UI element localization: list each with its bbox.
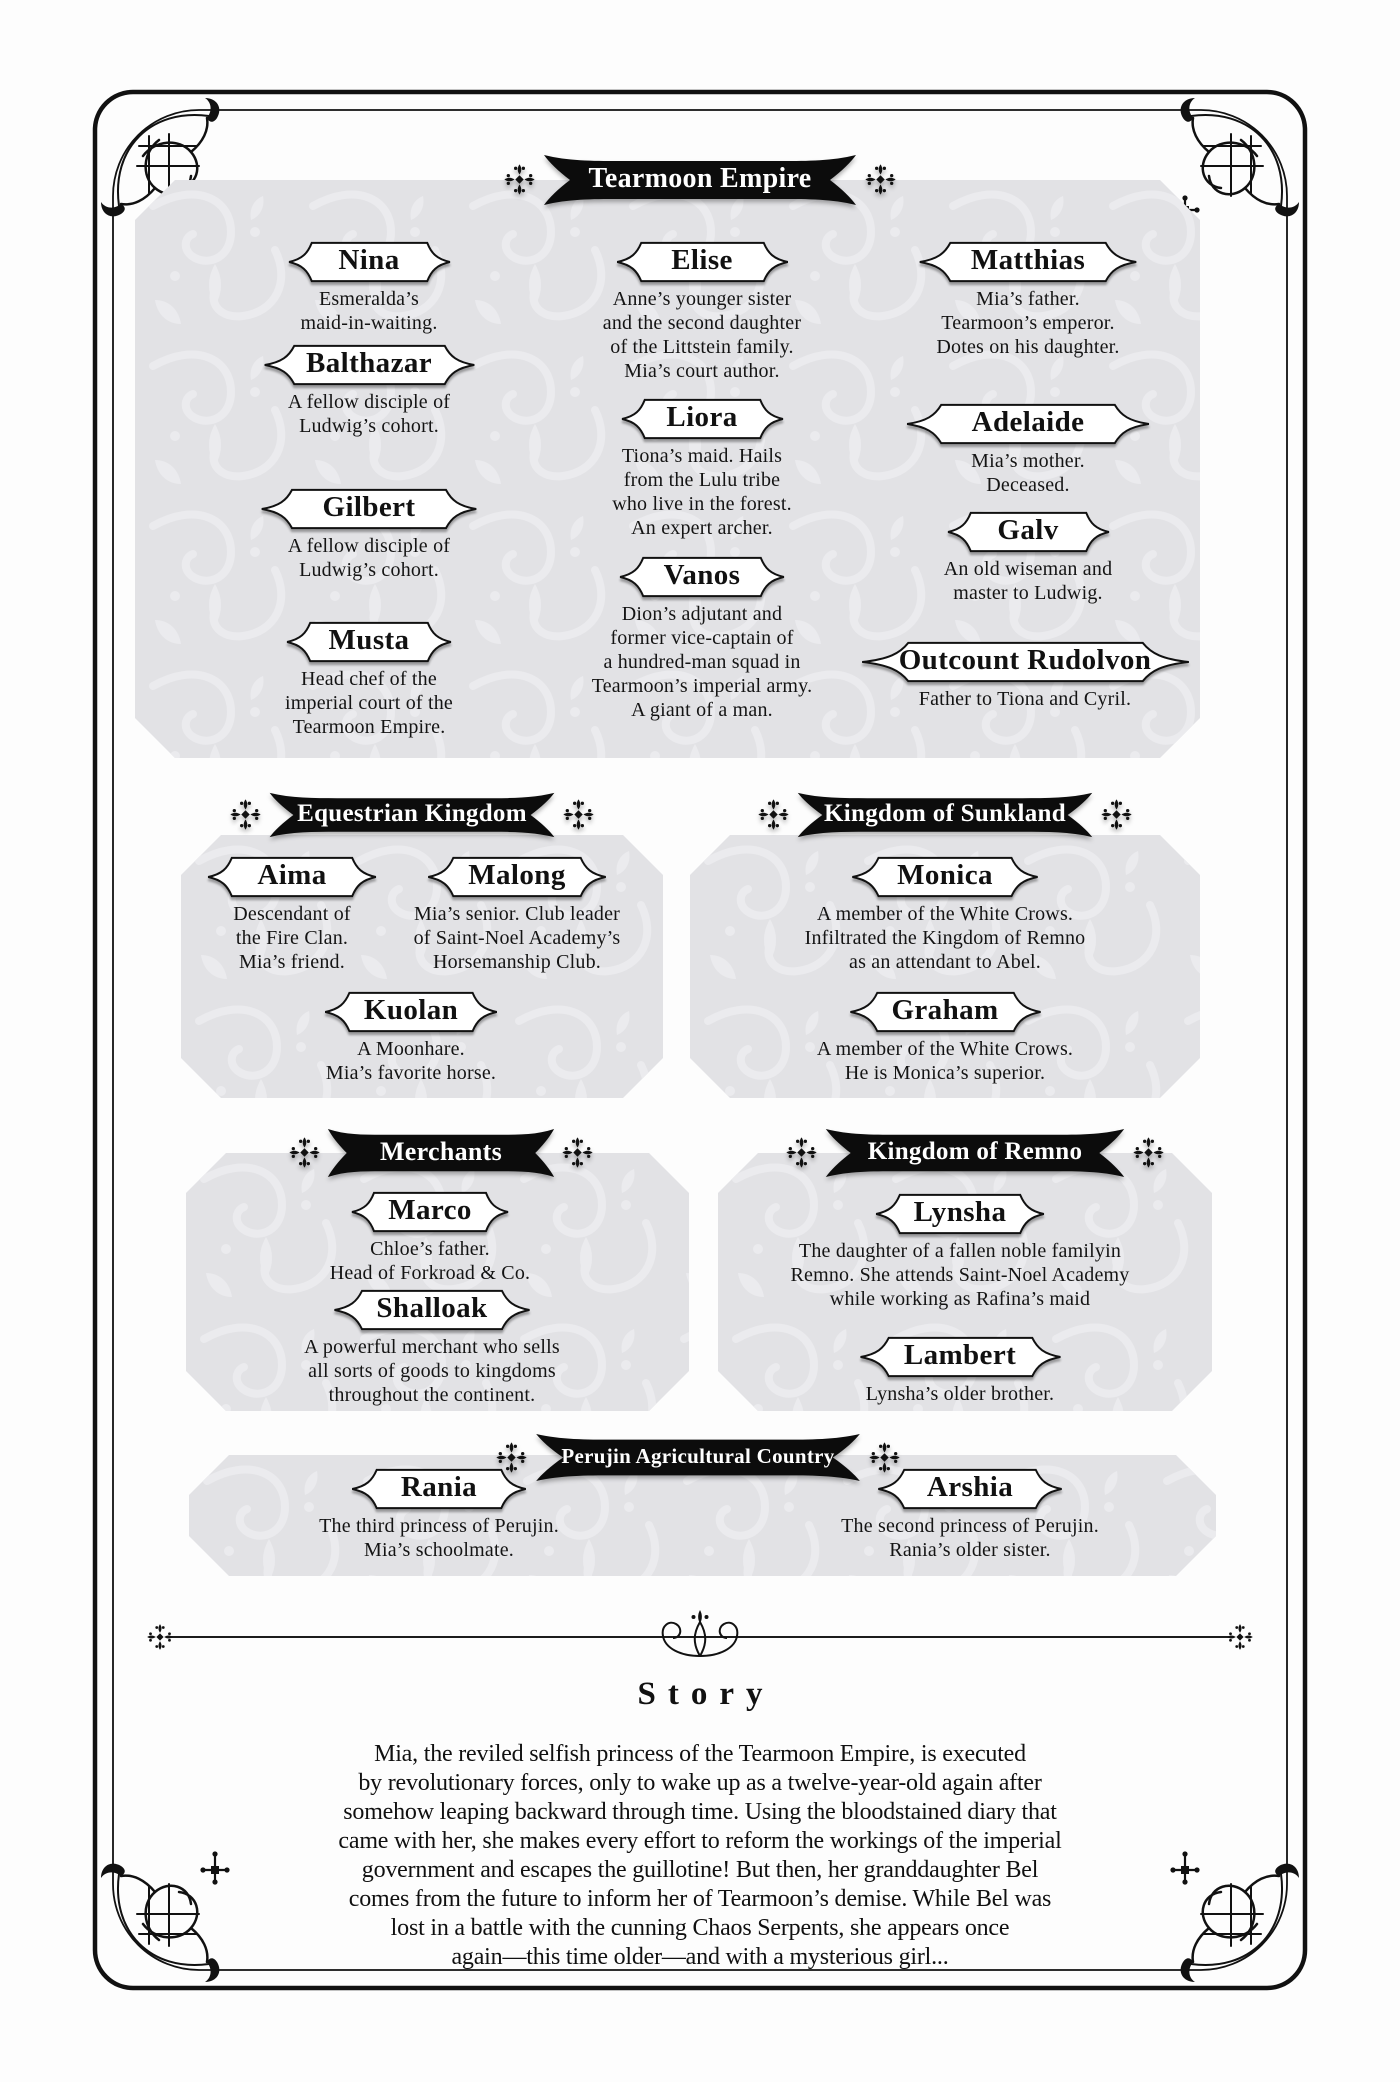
- character-name: Rania: [400, 1471, 478, 1503]
- character-entry-gilbert: [259, 487, 479, 581]
- character-entry-lambert: [858, 1335, 1063, 1405]
- character-desc: Mia’s father. Tearmoon’s emperor. Dotes on his daughter.: [936, 288, 1120, 358]
- fleur-cross-icon: [495, 1441, 528, 1474]
- character-desc: Mia’s senior. Club leader of Saint-Noel Academy’s Horsemanship Club.: [413, 903, 621, 973]
- character-name: Balthazar: [305, 347, 433, 379]
- character-entry-lynsha: [790, 1192, 1130, 1310]
- character-name: Elise: [671, 244, 733, 276]
- scroll-flourish-icon: [635, 1606, 765, 1664]
- section-banner-merchants: [325, 1128, 557, 1178]
- character-entry-vanos: [591, 555, 813, 721]
- fleur-cross-icon: [1226, 1623, 1254, 1651]
- character-name: Galv: [997, 514, 1059, 546]
- section-title: Tearmoon Empire: [588, 162, 812, 194]
- character-desc: A member of the White Crows. Infiltrated the Kingdom of Remno as an attendant to Abel.: [804, 903, 1086, 973]
- character-name: Lynsha: [913, 1196, 1007, 1228]
- character-entry-graham: [816, 990, 1074, 1084]
- character-entry-balthazar: [262, 343, 477, 437]
- fleur-cross-icon: [1100, 798, 1133, 831]
- section-banner-tearmoon: [540, 154, 860, 206]
- fleur-cross-icon: [561, 1136, 594, 1169]
- character-name: Liora: [666, 401, 738, 433]
- character-name: Outcount Rudolvon: [898, 644, 1152, 676]
- character-entry-adelaide: [904, 402, 1152, 496]
- fleur-cross-icon: [146, 1623, 174, 1651]
- character-desc: Tiona’s maid. Hails from the Lulu tribe who live in the forest. An expert archer.: [612, 445, 792, 539]
- character-desc: The second princess of Perujin. Rania’s older sister.: [841, 1515, 1099, 1561]
- character-name: Vanos: [663, 559, 741, 591]
- fleur-cross-icon: [288, 1136, 321, 1169]
- character-desc: A fellow disciple of Ludwig’s cohort.: [287, 391, 451, 437]
- character-entry-shalloak: [304, 1288, 560, 1406]
- section-title: Kingdom of Sunkland: [824, 799, 1066, 827]
- fleur-cross-icon: [562, 798, 595, 831]
- character-name: Gilbert: [322, 491, 416, 523]
- section-title: Equestrian Kingdom: [297, 799, 527, 827]
- story-title: Story: [637, 1676, 775, 1712]
- character-entry-arshia: [841, 1467, 1099, 1561]
- character-desc: A fellow disciple of Ludwig’s cohort.: [287, 535, 451, 581]
- character-name: Lambert: [903, 1339, 1017, 1371]
- character-name: Musta: [328, 624, 410, 656]
- section-banner-remno: [822, 1128, 1128, 1178]
- character-desc: Esmeralda’s maid-in-waiting.: [300, 288, 438, 334]
- character-desc: An old wiseman and master to Ludwig.: [943, 558, 1113, 604]
- character-desc: Anne’s younger sister and the second daughter of the Littstein family. Mia’s court author.: [602, 288, 802, 382]
- character-name: Graham: [891, 994, 999, 1026]
- fleur-cross-icon: [229, 798, 262, 831]
- character-entry-musta: [284, 620, 454, 738]
- section-banner-perujin: [532, 1433, 864, 1482]
- fleur-cross-icon: [503, 163, 536, 196]
- character-name: Arshia: [926, 1471, 1014, 1503]
- character-desc: A member of the White Crows. He is Monica’s superior.: [816, 1038, 1074, 1084]
- section-title: Kingdom of Remno: [867, 1137, 1083, 1165]
- character-name: Kuolan: [363, 994, 459, 1026]
- character-entry-malong: [413, 855, 621, 973]
- character-name: Shalloak: [376, 1292, 488, 1324]
- character-desc: Dion’s adjutant and former vice-captain of a hundred-man squad in Tearmoon’s imperial army. A giant of a man.: [591, 603, 813, 721]
- story-text: Mia, the reviled selfish princess of the Tearmoon Empire, is executed by revolutionary forces, only to wake up as a twelve-year-old again after somehow leaping backward through time. Using the bloodstained diary that came with her, she makes every effort to reform the workings of the imperial government and escapes the guillotine! But then, her granddaughter Bel comes from the future to inform her of Tearmoon’s demise. While Bel was lost in a battle with the cunning Chaos Serpents, she appears once again—this time older—and with a mysterious girl...: [338, 1741, 1062, 1970]
- character-desc: Descendant of the Fire Clan. Mia’s friend.: [233, 903, 351, 973]
- character-desc: A powerful merchant who sells all sorts of goods to kingdoms throughout the continent.: [304, 1336, 560, 1406]
- fleur-cross-icon: [864, 163, 897, 196]
- character-entry-aima: [206, 855, 378, 973]
- section-banner-equestrian: [266, 792, 558, 838]
- character-entry-marco: [329, 1190, 531, 1284]
- fleur-cross-icon: [868, 1441, 901, 1474]
- section-banner-sunkland: [794, 792, 1096, 838]
- character-entry-elise: [602, 240, 802, 382]
- character-entry-liora: [612, 397, 792, 539]
- character-entry-matthias: [917, 240, 1139, 358]
- character-desc: Mia’s mother. Deceased.: [971, 450, 1085, 496]
- character-name: Adelaide: [971, 406, 1085, 438]
- character-name: Monica: [897, 859, 993, 891]
- section-title: Merchants: [379, 1136, 503, 1166]
- character-entry-rania: [319, 1467, 559, 1561]
- character-entry-outcount-rudolvon: [858, 640, 1193, 710]
- character-entry-galv: [943, 510, 1113, 604]
- character-name: Marco: [388, 1194, 472, 1226]
- character-name: Nina: [338, 244, 400, 276]
- character-entry-kuolan: [323, 990, 499, 1084]
- fleur-cross-icon: [1132, 1136, 1165, 1169]
- character-entry-monica: [804, 855, 1086, 973]
- character-entry-nina: [287, 240, 452, 334]
- character-name: Matthias: [970, 244, 1086, 276]
- section-title: Perujin Agricultural Country: [561, 1443, 835, 1468]
- character-desc: A Moonhare. Mia’s favorite horse.: [325, 1038, 497, 1084]
- character-desc: Father to Tiona and Cyril.: [918, 688, 1132, 710]
- character-desc: Chloe’s father. Head of Forkroad & Co.: [329, 1238, 531, 1284]
- character-desc: Head chef of the imperial court of the Tearmoon Empire.: [284, 668, 454, 738]
- fleur-cross-icon: [785, 1136, 818, 1169]
- character-desc: The third princess of Perujin. Mia’s schoolmate.: [319, 1515, 559, 1561]
- character-name: Aima: [257, 859, 327, 891]
- character-name: Malong: [468, 859, 566, 891]
- fleur-cross-icon: [757, 798, 790, 831]
- character-desc: Lynsha’s older brother.: [865, 1383, 1055, 1405]
- character-desc: The daughter of a fallen noble familyin Remno. She attends Saint-Noel Academy while working as Rafina’s maid: [790, 1240, 1130, 1310]
